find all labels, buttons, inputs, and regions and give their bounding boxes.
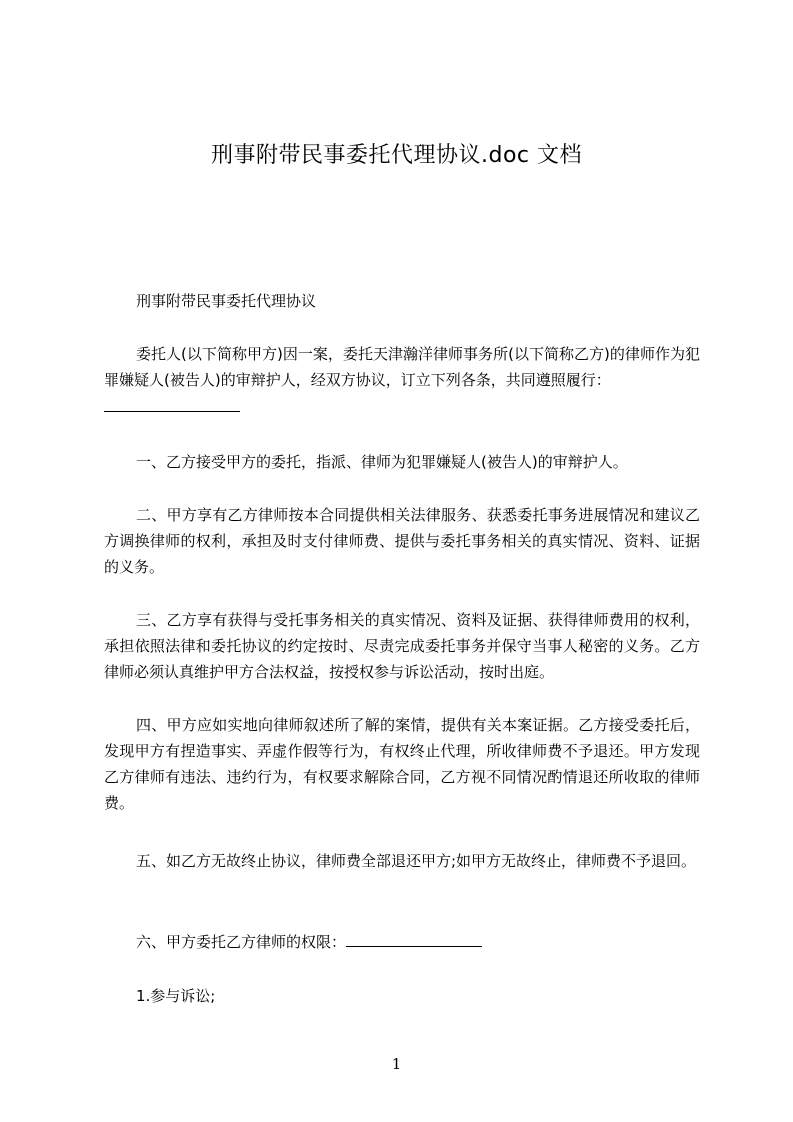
item-1: 1.参与诉讼; <box>136 987 216 1005</box>
clause-5: 五、如乙方无故终止协议，律师费全部退还甲方;如甲方无故终止，律师费不予退回。 <box>136 852 697 870</box>
intro-blank-line <box>104 393 240 412</box>
clause-6 <box>104 928 700 955</box>
clause-6-text: 六、甲方委托乙方律师的权限： <box>136 933 347 951</box>
intro-paragraph <box>104 341 700 420</box>
clause-3: 三、乙方享有获得与受托事务相关的真实情况、资料及证据、获得律师费用的权利，承担依照法律和委托协议的约定按时、尽责完成委托事务并保守当事人秘密的义务。乙方律师必须认真维护甲方合法权益，按授权参与诉讼活动，按时出庭。 <box>104 611 700 681</box>
clause-4: 四、甲方应如实地向律师叙述所了解的案情，提供有关本案证据。乙方接受委托后，发现甲方有捏造事实、弄虚作假等行为，有权终止代理，所收律师费不予退还。甲方发现乙方律师有违法、违约行为，有权要求解除合同，乙方视不同情况酌情退还所收取的律师费。 <box>104 716 700 812</box>
intro-text: 委托人(以下简称甲方)因一案，委托天津瀚洋律师事务所(以下简称乙方)的律师作为犯罪嫌疑人(被告人)的审辩护人，经双方协议，订立下列各条，共同遵照履行： <box>104 345 700 389</box>
page-number: 1 <box>391 1055 402 1073</box>
clause-1: 一、乙方接受甲方的委托，指派、律师为犯罪嫌疑人(被告人)的审辩护人。 <box>136 453 628 471</box>
agreement-heading: 刑事附带民事委托代理协议 <box>136 292 317 310</box>
document-title: 刑事附带民事委托代理协议.doc 文档 <box>210 143 582 168</box>
clause-2: 二、甲方享有乙方律师按本合同提供相关法律服务、获悉委托事务进展情况和建议乙方调换律师的权利，承担及时支付律师费、提供与委托事务相关的真实情况、资料、证据的义务。 <box>104 506 700 576</box>
clause-6-blank-line <box>346 928 482 947</box>
